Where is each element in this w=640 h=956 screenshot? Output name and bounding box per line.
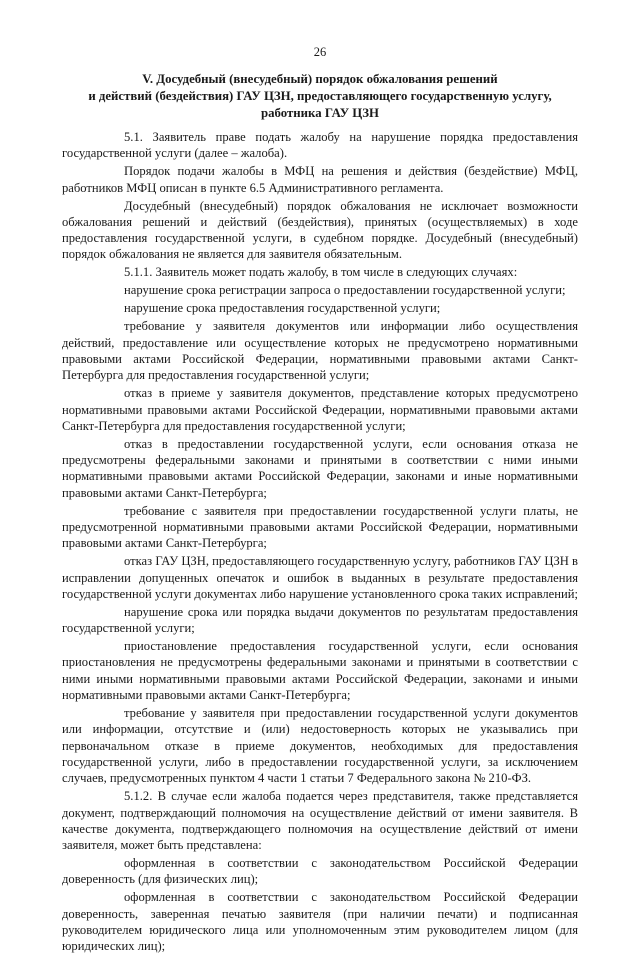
list-item-power-of-attorney-individual: оформленная в соответствии с законодательством Российской Федерации доверенность (для физических лиц); <box>62 856 578 887</box>
list-item-case-2: нарушение срока предоставления государственной услуги; <box>124 301 441 316</box>
list-item-case-3: требование у заявителя документов или информации либо осуществления действий, предоставление или осуществление которых не предусмотрено нормативными правовыми актами Российской Федерации, нормативными правовыми актами Санкт-Петербурга для предоставления государственной услуги; <box>62 319 578 383</box>
heading-line-1: V. Досудебный (внесудебный) порядок обжалования решений <box>142 72 498 86</box>
paragraph-5-1: 5.1. Заявитель праве подать жалобу на нарушение порядка предоставления государственной услуги (далее – жалоба). <box>62 130 578 161</box>
list-item-case-6: требование с заявителя при предоставлении государственной услуги платы, не предусмотренной нормативными правовыми актами Российской Федерации, нормативными правовыми актами Санкт-Петербурга; <box>62 503 578 551</box>
document-body <box>62 129 578 956</box>
list-item-case-4: отказ в приеме у заявителя документов, представление которых предусмотрено нормативными правовыми актами Российской Федерации, нормативными правовыми актами Санкт-Петербурга для предоставления государственной услуги; <box>62 386 578 433</box>
heading-line-3: работника ГАУ ЦЗН <box>261 106 379 120</box>
page-number: 26 <box>313 45 327 59</box>
list-item-case-7: отказ ГАУ ЦЗН, предоставляющего государственную услугу, работников ГАУ ЦЗН в исправлении допущенных опечаток и ошибок в выданных в результате предоставления государственной услуги документах либо нарушение установленного срока таких исправлений; <box>62 554 578 601</box>
list-item-case-1: нарушение срока регистрации запроса о предоставлении государственной услуги; <box>124 283 566 298</box>
list-item-case-5: отказ в предоставлении государственной услуги, если основания отказа не предусмотрены федеральными законами и принятыми в соответствии с ними иными нормативными правовыми актами Российской Федерации, законами и иные нормативными правовыми актами Санкт-Петербурга; <box>62 436 578 500</box>
paragraph-5-1-1: 5.1.1. Заявитель может подать жалобу, в том числе в следующих случаях: <box>124 265 518 280</box>
paragraph-mfc-complaint: Порядок подачи жалобы в МФЦ на решения и действия (бездействие) МФЦ, работников МФЦ описан в пункте 6.5 Административного регламента. <box>62 164 578 195</box>
list-item-case-9: приостановление предоставления государственной услуги, если основания приостановления не предусмотрены федеральными законами и принятыми в соответствии с ними иными нормативными правовыми актами Российской Федерации, законами и иными нормативными правовыми актами Санкт-Петербурга; <box>62 639 578 703</box>
paragraph-5-1-2: 5.1.2. В случае если жалоба подается через представителя, также представляется документ, подтверждающий полномочия на осуществление действий от имени заявителя. В качестве документа, подтверждающего полномочия на осуществление действий от имени заявителя, может быть представлена: <box>62 789 578 853</box>
list-item-case-8: нарушение срока или порядка выдачи документов по результатам предоставления государственной услуги; <box>62 604 578 636</box>
paragraph-pretrial-order: Досудебный (внесудебный) порядок обжалования не исключает возможности обжалования решений и действий (бездействия), принятых (осуществляемых) в ходе предоставления государственной услуги, в судебном порядке. Досудебный (внесудебный) порядок обжалования не является для заявителя обязательным. <box>62 198 578 262</box>
list-item-case-10: требование у заявителя при предоставлении государственной услуги документов или информации, отсутствие и (или) недостоверность которых не указывались при первоначальном отказе в приеме документов, необходимых для предоставления государственной услуги, либо в предоставлении государственной услуги, за исключением случаев, предусмотренных пунктом 4 части 1 статьи 7 Федерального закона № 210-ФЗ. <box>62 706 578 786</box>
heading-line-2: и действий (бездействия) ГАУ ЦЗН, предоставляющего государственную услугу, <box>88 89 552 103</box>
list-item-power-of-attorney-legal: оформленная в соответствии с законодательством Российской Федерации доверенность, заверенная печатью заявителя (при наличии печати) и подписанная руководителем юридического лица или уполномоченным этим руководителем лицом (для юридических лиц); <box>62 890 578 954</box>
section-heading <box>62 71 578 122</box>
